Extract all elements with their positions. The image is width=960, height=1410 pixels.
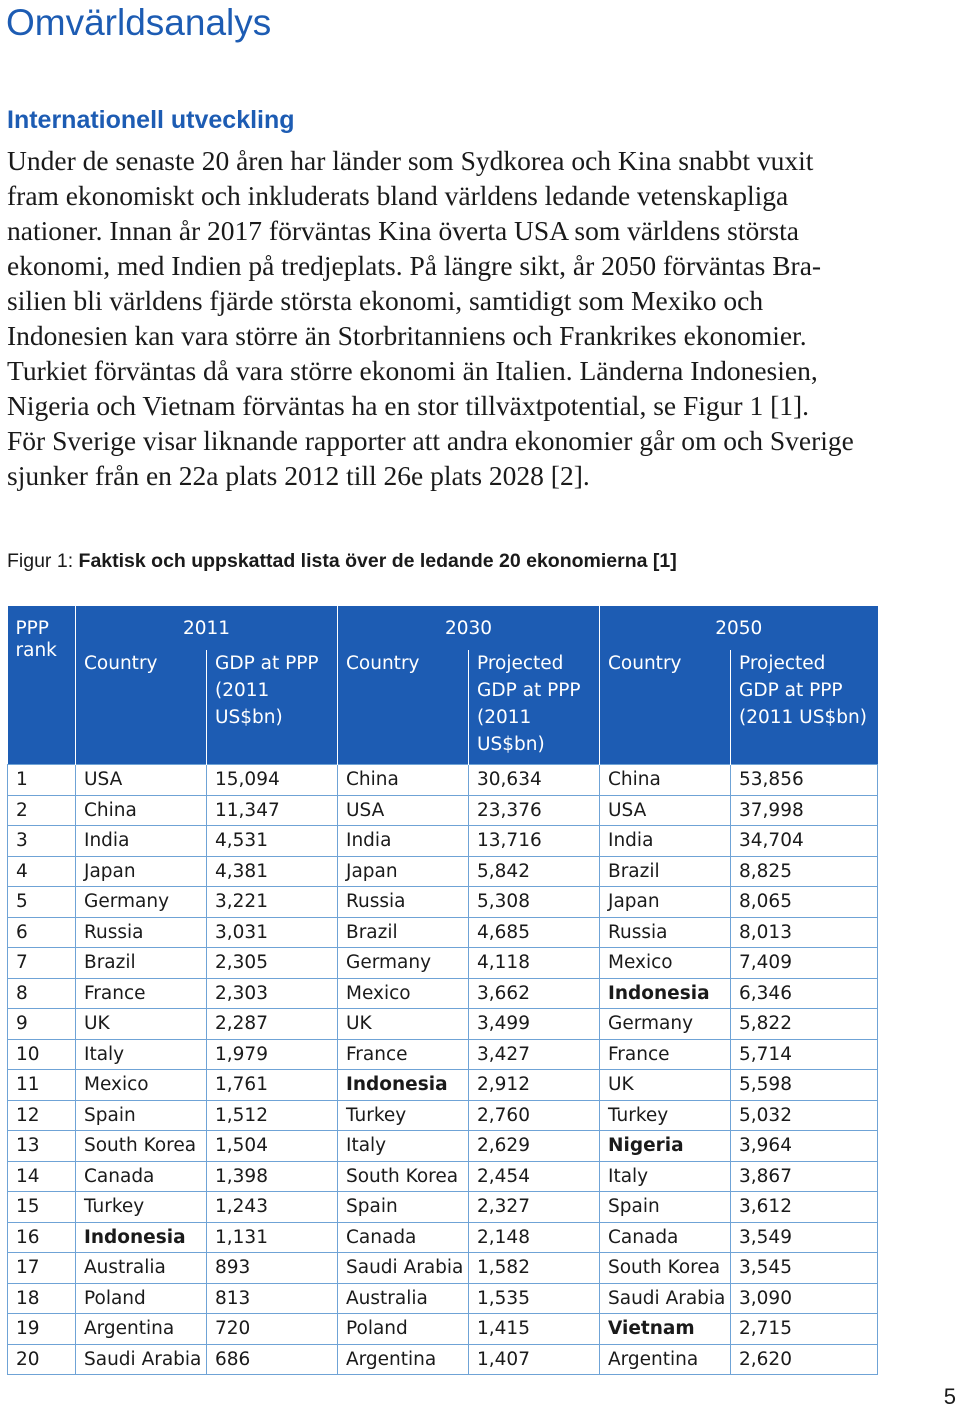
country-2011-cell: Turkey — [76, 1192, 207, 1223]
gdp-2050-cell: 3,612 — [731, 1192, 878, 1223]
rank-cell: 7 — [8, 948, 76, 979]
gdp-2050-cell: 3,549 — [731, 1222, 878, 1253]
table-year-row — [8, 606, 878, 650]
country-2030-cell: Brazil — [338, 917, 469, 948]
country-2050-cell: France — [600, 1039, 731, 1070]
gdp-2030-cell: 2,327 — [469, 1192, 600, 1223]
rank-cell: 3 — [8, 826, 76, 857]
rank-cell: 8 — [8, 978, 76, 1009]
country-2011-cell: Russia — [76, 917, 207, 948]
projected-header-2050 — [731, 650, 878, 765]
rank-cell: 11 — [8, 1070, 76, 1101]
table-row — [8, 1070, 878, 1101]
gdp-2050-cell: 3,964 — [731, 1131, 878, 1162]
table-body — [8, 765, 878, 1375]
gdp-2011-cell: 1,504 — [207, 1131, 338, 1162]
rank-cell: 15 — [8, 1192, 76, 1223]
gdp-2050-cell: 34,704 — [731, 826, 878, 857]
gdp-2030-cell: 30,634 — [469, 765, 600, 796]
country-2030-cell: Mexico — [338, 978, 469, 1009]
body-line: ekonomi, med Indien på tredjeplats. På längre sikt, år 2050 förväntas Bra- — [7, 250, 822, 281]
gdp-2050-cell: 8,013 — [731, 917, 878, 948]
country-2011-cell: China — [76, 795, 207, 826]
rank-cell: 20 — [8, 1344, 76, 1375]
country-2050-cell: Turkey — [600, 1100, 731, 1131]
gdp-2050-cell: 2,620 — [731, 1344, 878, 1375]
country-2050-cell: Italy — [600, 1161, 731, 1192]
gdp-2011-cell: 1,512 — [207, 1100, 338, 1131]
country-2050-cell: Brazil — [600, 856, 731, 887]
country-header-2030: Country — [338, 650, 469, 765]
table-row — [8, 917, 878, 948]
country-2050-cell: Vietnam — [600, 1314, 731, 1345]
country-2011-cell: India — [76, 826, 207, 857]
section-heading: Internationell utveckling — [7, 106, 295, 134]
body-line: Indonesien kan vara större än Storbritanniens och Frankrikes ekonomier. — [7, 320, 807, 351]
gdp-2050-cell: 5,714 — [731, 1039, 878, 1070]
table-row — [8, 1161, 878, 1192]
year-header-2011: 2011 — [76, 606, 338, 650]
table-row — [8, 978, 878, 1009]
rank-cell: 19 — [8, 1314, 76, 1345]
gdp-2050-cell: 3,090 — [731, 1283, 878, 1314]
rank-cell: 9 — [8, 1009, 76, 1040]
rank-cell: 5 — [8, 887, 76, 918]
gdp-2050-cell: 6,346 — [731, 978, 878, 1009]
gdp-2011-cell: 4,381 — [207, 856, 338, 887]
rank-header — [8, 606, 76, 765]
rank-cell: 17 — [8, 1253, 76, 1284]
country-2030-cell: Saudi Arabia — [338, 1253, 469, 1284]
body-line: sjunker från en 22a plats 2012 till 26e plats 2028 [2]. — [7, 460, 590, 491]
country-2030-cell: Canada — [338, 1222, 469, 1253]
country-header-2050: Country — [600, 650, 731, 765]
country-2030-cell: Argentina — [338, 1344, 469, 1375]
gdp-2050-cell: 3,867 — [731, 1161, 878, 1192]
country-2050-cell: South Korea — [600, 1253, 731, 1284]
country-2011-cell: Mexico — [76, 1070, 207, 1101]
country-2050-cell: Canada — [600, 1222, 731, 1253]
country-2050-cell: Indonesia — [600, 978, 731, 1009]
gdp-2030-cell: 13,716 — [469, 826, 600, 857]
gdp-2011-cell: 1,398 — [207, 1161, 338, 1192]
rank-cell: 16 — [8, 1222, 76, 1253]
body-line: Turkiet förväntas då vara större ekonomi än Italien. Länderna Indonesien, — [7, 355, 818, 386]
rank-cell: 18 — [8, 1283, 76, 1314]
gdp-2011-cell: 15,094 — [207, 765, 338, 796]
country-2011-cell: France — [76, 978, 207, 1009]
figure-label: Figur 1: — [7, 550, 79, 572]
gdp-header-line: (2011 US$bn) — [215, 680, 283, 728]
table-row — [8, 1283, 878, 1314]
table-row — [8, 856, 878, 887]
country-2011-cell: Poland — [76, 1283, 207, 1314]
gdp-2050-cell: 7,409 — [731, 948, 878, 979]
table-row — [8, 887, 878, 918]
gdp-2011-cell: 11,347 — [207, 795, 338, 826]
country-2011-cell: Indonesia — [76, 1222, 207, 1253]
country-2011-cell: South Korea — [76, 1131, 207, 1162]
table-row — [8, 1253, 878, 1284]
gdp-2030-cell: 5,842 — [469, 856, 600, 887]
table-row — [8, 826, 878, 857]
gdp-2030-cell: 2,760 — [469, 1100, 600, 1131]
gdp-2050-cell: 37,998 — [731, 795, 878, 826]
country-2030-cell: Indonesia — [338, 1070, 469, 1101]
gdp-2030-cell: 5,308 — [469, 887, 600, 918]
gdp-2030-cell: 4,118 — [469, 948, 600, 979]
country-2011-cell: Spain — [76, 1100, 207, 1131]
country-2030-cell: Italy — [338, 1131, 469, 1162]
country-2011-cell: Australia — [76, 1253, 207, 1284]
gdp-2011-cell: 813 — [207, 1283, 338, 1314]
table-row — [8, 1009, 878, 1040]
gdp-2011-cell: 1,761 — [207, 1070, 338, 1101]
table-column-row — [8, 650, 878, 765]
rank-cell: 13 — [8, 1131, 76, 1162]
body-line: Under de senaste 20 åren har länder som Sydkorea och Kina snabbt vuxit — [7, 145, 814, 176]
gdp-2030-cell: 1,415 — [469, 1314, 600, 1345]
gdp-2050-cell: 8,065 — [731, 887, 878, 918]
country-2030-cell: India — [338, 826, 469, 857]
figure-caption — [7, 550, 677, 573]
country-2050-cell: Spain — [600, 1192, 731, 1223]
country-2050-cell: China — [600, 765, 731, 796]
gdp-2011-cell: 2,305 — [207, 948, 338, 979]
gdp-2050-cell: 3,545 — [731, 1253, 878, 1284]
country-2030-cell: USA — [338, 795, 469, 826]
table-row — [8, 1100, 878, 1131]
page-title: Omvärldsanalys — [6, 2, 272, 43]
country-2030-cell: China — [338, 765, 469, 796]
gdp-2030-cell: 2,148 — [469, 1222, 600, 1253]
gdp-2011-cell: 893 — [207, 1253, 338, 1284]
table-row — [8, 1039, 878, 1070]
gdp-2011-cell: 3,031 — [207, 917, 338, 948]
gdp-2050-cell: 5,598 — [731, 1070, 878, 1101]
gdp-2050-cell: 5,032 — [731, 1100, 878, 1131]
gdp-2011-cell: 4,531 — [207, 826, 338, 857]
gdp-2011-cell: 3,221 — [207, 887, 338, 918]
economies-ranking-table — [7, 606, 878, 1375]
country-2050-cell: Germany — [600, 1009, 731, 1040]
gdp-2011-cell: 1,979 — [207, 1039, 338, 1070]
gdp-2030-cell: 4,685 — [469, 917, 600, 948]
gdp-2030-cell: 1,535 — [469, 1283, 600, 1314]
rank-header-line: rank — [15, 640, 57, 661]
table-row — [8, 948, 878, 979]
country-2050-cell: USA — [600, 795, 731, 826]
year-header-2030: 2030 — [338, 606, 600, 650]
rank-cell: 12 — [8, 1100, 76, 1131]
table-row — [8, 1314, 878, 1345]
year-header-2050: 2050 — [600, 606, 878, 650]
rank-header-line: PPP — [15, 618, 49, 639]
country-2030-cell: Poland — [338, 1314, 469, 1345]
country-2030-cell: France — [338, 1039, 469, 1070]
gdp-2011-cell: 720 — [207, 1314, 338, 1345]
gdp-2011-cell: 2,287 — [207, 1009, 338, 1040]
projected-header-line: Projected — [739, 653, 826, 674]
figure-caption-title: Faktisk och uppskattad lista över de ledande 20 ekonomierna [1] — [78, 550, 677, 572]
country-2030-cell: Spain — [338, 1192, 469, 1223]
country-2050-cell: Russia — [600, 917, 731, 948]
country-2030-cell: Australia — [338, 1283, 469, 1314]
country-2030-cell: Turkey — [338, 1100, 469, 1131]
projected-header-line: Projected — [477, 653, 564, 674]
country-2011-cell: Saudi Arabia — [76, 1344, 207, 1375]
gdp-2030-cell: 23,376 — [469, 795, 600, 826]
gdp-header-2011 — [207, 650, 338, 765]
table-row — [8, 1131, 878, 1162]
gdp-2030-cell: 1,582 — [469, 1253, 600, 1284]
gdp-2050-cell: 5,822 — [731, 1009, 878, 1040]
rank-cell: 4 — [8, 856, 76, 887]
country-2030-cell: South Korea — [338, 1161, 469, 1192]
table-row — [8, 1192, 878, 1223]
rank-cell: 6 — [8, 917, 76, 948]
gdp-2011-cell: 686 — [207, 1344, 338, 1375]
page-number: 5 — [943, 1384, 956, 1409]
country-2011-cell: Argentina — [76, 1314, 207, 1345]
country-2050-cell: Japan — [600, 887, 731, 918]
gdp-2030-cell: 3,499 — [469, 1009, 600, 1040]
table-row — [8, 795, 878, 826]
country-2050-cell: Argentina — [600, 1344, 731, 1375]
body-line: nationer. Innan år 2017 förväntas Kina överta USA som världens största — [7, 215, 799, 246]
projected-header-line: (2011 US$bn) — [739, 707, 867, 728]
country-2030-cell: Germany — [338, 948, 469, 979]
body-line: fram ekonomiskt och inkluderats bland världens ledande vetenskapliga — [7, 180, 789, 211]
country-2011-cell: Brazil — [76, 948, 207, 979]
country-2050-cell: Nigeria — [600, 1131, 731, 1162]
gdp-2050-cell: 2,715 — [731, 1314, 878, 1345]
table-row — [8, 1222, 878, 1253]
rank-cell: 14 — [8, 1161, 76, 1192]
body-line: Nigeria och Vietnam förväntas ha en stor tillväxtpotential, se Figur 1 [1]. — [7, 390, 810, 421]
gdp-2050-cell: 8,825 — [731, 856, 878, 887]
gdp-2011-cell: 1,131 — [207, 1222, 338, 1253]
body-line: silien bli världens fjärde största ekonomi, samtidigt som Mexiko och — [7, 285, 764, 316]
table-row — [8, 1344, 878, 1375]
country-2011-cell: Canada — [76, 1161, 207, 1192]
rank-cell: 2 — [8, 795, 76, 826]
country-2050-cell: Mexico — [600, 948, 731, 979]
country-2011-cell: Japan — [76, 856, 207, 887]
gdp-header-line: GDP at PPP — [215, 653, 319, 674]
body-paragraph — [7, 143, 877, 493]
gdp-2030-cell: 2,629 — [469, 1131, 600, 1162]
gdp-2030-cell: 1,407 — [469, 1344, 600, 1375]
gdp-2030-cell: 3,427 — [469, 1039, 600, 1070]
gdp-2030-cell: 2,454 — [469, 1161, 600, 1192]
table-row — [8, 765, 878, 796]
rank-cell: 1 — [8, 765, 76, 796]
country-2011-cell: Italy — [76, 1039, 207, 1070]
rank-cell: 10 — [8, 1039, 76, 1070]
projected-header-2030 — [469, 650, 600, 765]
country-2011-cell: USA — [76, 765, 207, 796]
gdp-2030-cell: 2,912 — [469, 1070, 600, 1101]
country-header-2011: Country — [76, 650, 207, 765]
projected-header-line: (2011 US$bn) — [477, 707, 545, 755]
country-2011-cell: UK — [76, 1009, 207, 1040]
body-line: För Sverige visar liknande rapporter att andra ekonomier går om och Sverige — [7, 425, 854, 456]
country-2030-cell: Russia — [338, 887, 469, 918]
gdp-2011-cell: 2,303 — [207, 978, 338, 1009]
gdp-2050-cell: 53,856 — [731, 765, 878, 796]
country-2050-cell: UK — [600, 1070, 731, 1101]
country-2030-cell: Japan — [338, 856, 469, 887]
projected-header-line: GDP at PPP — [477, 680, 581, 701]
table-header — [8, 606, 878, 765]
gdp-2030-cell: 3,662 — [469, 978, 600, 1009]
gdp-2011-cell: 1,243 — [207, 1192, 338, 1223]
country-2050-cell: India — [600, 826, 731, 857]
country-2030-cell: UK — [338, 1009, 469, 1040]
country-2011-cell: Germany — [76, 887, 207, 918]
projected-header-line: GDP at PPP — [739, 680, 843, 701]
country-2050-cell: Saudi Arabia — [600, 1283, 731, 1314]
